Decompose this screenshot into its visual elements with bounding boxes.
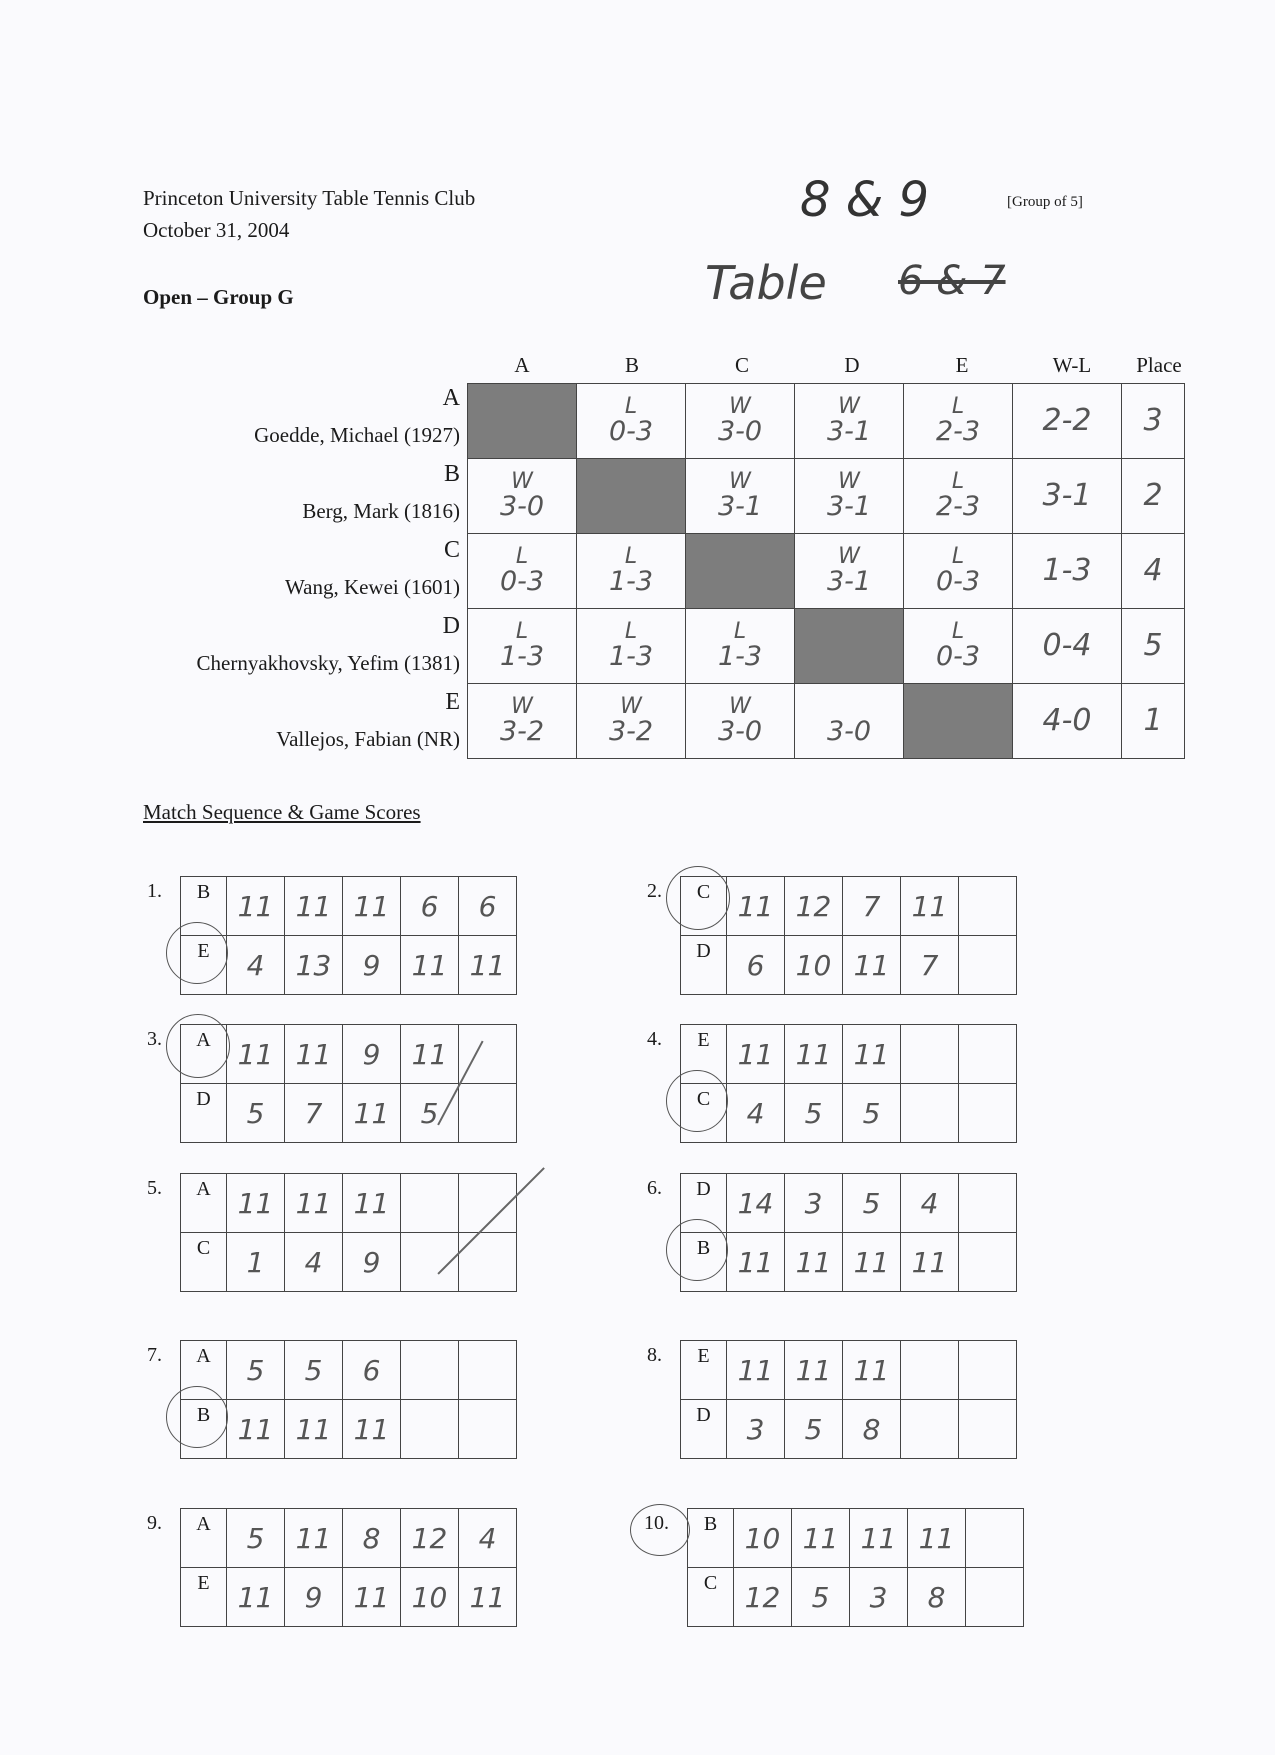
game-score: [401, 1400, 459, 1459]
result-outcome: L: [951, 394, 965, 420]
player-name: Wang, Kewei (1601): [284, 575, 460, 599]
column-header-place: Place: [1136, 353, 1182, 377]
game-score: 11: [727, 877, 785, 936]
place-cell: 2: [1122, 459, 1185, 534]
game-score: [966, 1568, 1024, 1627]
game-score: [401, 1341, 459, 1400]
match-player-top: B: [181, 877, 227, 936]
game-score: 11: [792, 1509, 850, 1568]
game-score: 11: [227, 1400, 285, 1459]
game-score: 14: [727, 1174, 785, 1233]
result-score: 3-1: [826, 491, 872, 523]
column-header-c: C: [734, 353, 749, 377]
row-letter-e: E: [445, 689, 460, 715]
result-outcome: L: [951, 544, 965, 570]
match-player-bottom: B: [181, 1400, 227, 1459]
result-cell: [904, 609, 1013, 684]
game-score: 11: [459, 1568, 517, 1627]
match-score-table: [680, 1340, 1017, 1459]
sequence-title: Match Sequence & Game Scores: [143, 800, 421, 824]
result-score: 3-1: [826, 416, 872, 448]
results-row: [468, 459, 1185, 534]
match-player-bottom: B: [681, 1233, 727, 1292]
match-score-table: [680, 876, 1017, 995]
result-cell: [468, 534, 577, 609]
game-score: 5: [843, 1084, 901, 1143]
match-number: 1.: [147, 880, 162, 902]
game-score: 10: [785, 936, 843, 995]
result-score: 3-0: [499, 491, 545, 523]
result-outcome: L: [624, 619, 638, 645]
game-score: 11: [285, 877, 343, 936]
result-score: 3-0: [826, 716, 872, 748]
self-match-cell: [686, 534, 795, 609]
game-score: 11: [785, 1341, 843, 1400]
match-score-table: [180, 1024, 517, 1143]
win-loss-cell: 3-1: [1013, 459, 1122, 534]
result-score: 3-1: [826, 566, 872, 598]
game-score: 5: [785, 1400, 843, 1459]
result-outcome: L: [624, 394, 638, 420]
game-score: 11: [401, 1025, 459, 1084]
game-score: 11: [343, 1568, 401, 1627]
result-outcome: L: [733, 619, 747, 645]
game-score: 4: [459, 1509, 517, 1568]
game-score: [901, 1400, 959, 1459]
match-player-bottom: C: [681, 1084, 727, 1143]
game-score: 4: [727, 1084, 785, 1143]
result-score: 3-2: [608, 716, 654, 748]
game-score: 6: [401, 877, 459, 936]
match-player-bottom: C: [181, 1233, 227, 1292]
game-score: 11: [785, 1025, 843, 1084]
game-score: 12: [734, 1568, 792, 1627]
game-score: 3: [785, 1174, 843, 1233]
result-outcome: [795, 695, 903, 718]
result-outcome: W: [838, 544, 860, 570]
winner-circle-mark: [666, 1219, 728, 1281]
match-player-bottom: E: [181, 1568, 227, 1627]
match-score-table: [680, 1173, 1017, 1292]
match-player-top: A: [181, 1509, 227, 1568]
match-player-top: A: [181, 1341, 227, 1400]
game-score: 8: [843, 1400, 901, 1459]
match-score-table: [680, 1024, 1017, 1143]
result-cell: [686, 684, 795, 759]
game-score: [959, 936, 1017, 995]
game-score: [401, 1174, 459, 1233]
match-player-bottom: E: [181, 936, 227, 995]
result-outcome: W: [511, 469, 533, 495]
column-header-d: D: [844, 353, 860, 377]
club-name: Princeton University Table Tennis Club: [143, 186, 476, 210]
game-score: 11: [401, 936, 459, 995]
row-letter-a: A: [442, 385, 460, 411]
match-number: 4.: [647, 1028, 662, 1050]
result-cell: [577, 609, 686, 684]
row-letter-b: B: [443, 461, 460, 487]
row-letter-c: C: [443, 537, 460, 563]
game-score: 11: [343, 1084, 401, 1143]
self-match-cell: [904, 684, 1013, 759]
match-player-top: A: [181, 1025, 227, 1084]
game-score: [959, 877, 1017, 936]
game-score: 11: [227, 1025, 285, 1084]
match-score-table: [180, 876, 517, 995]
player-name: Goedde, Michael (1927): [254, 423, 460, 447]
result-score: 3-1: [717, 491, 763, 523]
match-number: 7.: [147, 1344, 162, 1366]
match-score-table: [687, 1508, 1024, 1627]
match-score-table: [180, 1173, 517, 1292]
result-outcome: W: [729, 394, 751, 420]
match-number: 3.: [147, 1028, 162, 1050]
result-cell: [577, 684, 686, 759]
result-score: 0-3: [935, 566, 981, 598]
game-score: 9: [343, 1233, 401, 1292]
match-number: 5.: [147, 1177, 162, 1199]
result-cell: [686, 459, 795, 534]
game-score: 5: [285, 1341, 343, 1400]
game-score: 7: [843, 877, 901, 936]
result-cell: [795, 459, 904, 534]
match-player-top: E: [681, 1341, 727, 1400]
game-score: [459, 1341, 517, 1400]
game-score: [459, 1233, 517, 1292]
results-row: [468, 534, 1185, 609]
win-loss-cell: 1-3: [1013, 534, 1122, 609]
result-cell: [468, 459, 577, 534]
game-score: 6: [459, 877, 517, 936]
game-score: 11: [850, 1509, 908, 1568]
match-player-top: E: [681, 1025, 727, 1084]
result-outcome: L: [515, 619, 529, 645]
game-score: 11: [901, 877, 959, 936]
game-score: 5: [792, 1568, 850, 1627]
game-score: 11: [343, 1174, 401, 1233]
result-outcome: W: [838, 394, 860, 420]
result-outcome: W: [620, 694, 642, 720]
win-loss-cell: 0-4: [1013, 609, 1122, 684]
match-player-top: B: [688, 1509, 734, 1568]
game-score: 5: [785, 1084, 843, 1143]
winner-circle-mark: [166, 922, 228, 984]
game-score: 11: [843, 1233, 901, 1292]
win-loss-cell: 4-0: [1013, 684, 1122, 759]
result-outcome: W: [729, 694, 751, 720]
game-score: 11: [227, 1174, 285, 1233]
match-number: 6.: [647, 1177, 662, 1199]
player-name: Vallejos, Fabian (NR): [276, 727, 460, 751]
winner-circle-mark: [166, 1014, 230, 1078]
game-score: [901, 1025, 959, 1084]
result-cell: [468, 609, 577, 684]
result-score: 0-3: [608, 416, 654, 448]
game-score: 8: [343, 1509, 401, 1568]
self-match-cell: [577, 459, 686, 534]
match-number: 10.: [644, 1512, 669, 1534]
result-outcome: L: [515, 544, 529, 570]
result-outcome: L: [624, 544, 638, 570]
game-score: 11: [901, 1233, 959, 1292]
column-header-w-l: W-L: [1052, 353, 1092, 377]
game-score: 5: [227, 1084, 285, 1143]
place-cell: 4: [1122, 534, 1185, 609]
place-cell: 3: [1122, 384, 1185, 459]
game-score: 4: [901, 1174, 959, 1233]
result-cell: [795, 684, 904, 759]
result-cell: [686, 384, 795, 459]
result-score: 1-3: [608, 641, 654, 673]
result-score: 3-0: [717, 416, 763, 448]
result-outcome: L: [951, 469, 965, 495]
result-score: 0-3: [935, 641, 981, 673]
game-score: 6: [727, 936, 785, 995]
game-score: 4: [285, 1233, 343, 1292]
result-outcome: W: [511, 694, 533, 720]
game-score: [459, 1025, 517, 1084]
game-score: 3: [850, 1568, 908, 1627]
result-cell: [904, 459, 1013, 534]
game-score: 11: [727, 1341, 785, 1400]
game-score: 12: [785, 877, 843, 936]
game-score: 11: [343, 877, 401, 936]
result-cell: [686, 609, 795, 684]
match-score-table: [180, 1340, 517, 1459]
handwritten-table-numbers: 8 & 9: [800, 172, 930, 228]
result-cell: [904, 534, 1013, 609]
game-score: [959, 1233, 1017, 1292]
game-score: 9: [285, 1568, 343, 1627]
result-score: 2-3: [935, 491, 981, 523]
game-score: 11: [285, 1400, 343, 1459]
game-score: 11: [843, 1025, 901, 1084]
result-score: 1-3: [499, 641, 545, 673]
result-cell: [795, 534, 904, 609]
game-score: [959, 1025, 1017, 1084]
game-score: 5: [227, 1341, 285, 1400]
game-score: 9: [343, 1025, 401, 1084]
game-score: 10: [401, 1568, 459, 1627]
match-score-table: [180, 1508, 517, 1627]
game-score: 11: [727, 1025, 785, 1084]
game-score: 5: [227, 1509, 285, 1568]
game-score: 8: [908, 1568, 966, 1627]
place-cell: 5: [1122, 609, 1185, 684]
result-score: 0-3: [499, 566, 545, 598]
game-score: 11: [285, 1174, 343, 1233]
result-cell: [577, 534, 686, 609]
result-outcome: L: [951, 619, 965, 645]
game-score: [966, 1509, 1024, 1568]
game-score: 6: [343, 1341, 401, 1400]
match-player-top: D: [681, 1174, 727, 1233]
game-score: 11: [843, 936, 901, 995]
match-number: 8.: [647, 1344, 662, 1366]
match-player-top: C: [681, 877, 727, 936]
game-score: 1: [227, 1233, 285, 1292]
match-number: 2.: [647, 880, 662, 902]
player-name: Berg, Mark (1816): [302, 499, 460, 523]
winner-circle-mark: [666, 1070, 728, 1132]
result-cell: [904, 384, 1013, 459]
result-outcome: W: [729, 469, 751, 495]
column-header-a: A: [514, 353, 530, 377]
game-score: [959, 1174, 1017, 1233]
winner-circle-mark: [166, 1386, 228, 1448]
results-row: [468, 609, 1185, 684]
winner-circle-mark: [666, 866, 730, 930]
result-score: 1-3: [608, 566, 654, 598]
results-row: [468, 684, 1185, 759]
place-cell: 1: [1122, 684, 1185, 759]
game-score: 13: [285, 936, 343, 995]
result-score: 3-0: [717, 716, 763, 748]
game-score: 12: [401, 1509, 459, 1568]
game-score: 11: [727, 1233, 785, 1292]
column-header-e: E: [955, 353, 969, 377]
game-score: 11: [227, 1568, 285, 1627]
game-score: [901, 1084, 959, 1143]
result-outcome: W: [838, 469, 860, 495]
match-player-bottom: C: [688, 1568, 734, 1627]
self-match-cell: [795, 609, 904, 684]
game-score: 11: [843, 1341, 901, 1400]
match-player-bottom: D: [681, 1400, 727, 1459]
results-grid: [467, 383, 1185, 759]
win-loss-cell: 2-2: [1013, 384, 1122, 459]
game-score: 7: [901, 936, 959, 995]
game-score: 4: [227, 936, 285, 995]
game-score: 11: [785, 1233, 843, 1292]
result-score: 2-3: [935, 416, 981, 448]
group-size-note: [Group of 5]: [1007, 194, 1083, 210]
column-header-b: B: [624, 353, 639, 377]
match-player-top: A: [181, 1174, 227, 1233]
game-score: [459, 1084, 517, 1143]
game-score: 9: [343, 936, 401, 995]
results-row: [468, 384, 1185, 459]
result-cell: [468, 684, 577, 759]
game-score: 11: [227, 877, 285, 936]
game-score: 3: [727, 1400, 785, 1459]
game-score: [959, 1400, 1017, 1459]
game-score: 7: [285, 1084, 343, 1143]
handwritten-struck-tables: 6 & 7: [898, 258, 1006, 304]
game-score: 11: [285, 1025, 343, 1084]
match-player-bottom: D: [181, 1084, 227, 1143]
game-score: [959, 1084, 1017, 1143]
game-score: 5: [401, 1084, 459, 1143]
player-name: Chernyakhovsky, Yefim (1381): [196, 651, 460, 675]
winner-circle-mark: [630, 1504, 690, 1556]
game-score: 11: [343, 1400, 401, 1459]
game-score: [959, 1341, 1017, 1400]
result-score: 3-2: [499, 716, 545, 748]
row-letter-d: D: [442, 613, 460, 639]
game-score: 5: [843, 1174, 901, 1233]
game-score: 11: [459, 936, 517, 995]
result-score: 1-3: [717, 641, 763, 673]
game-score: 10: [734, 1509, 792, 1568]
game-score: [459, 1400, 517, 1459]
game-score: [901, 1341, 959, 1400]
game-score: 11: [285, 1509, 343, 1568]
result-cell: [577, 384, 686, 459]
match-number: 9.: [147, 1512, 162, 1534]
result-cell: [795, 384, 904, 459]
game-score: 11: [908, 1509, 966, 1568]
group-title: Open – Group G: [143, 285, 294, 309]
self-match-cell: [468, 384, 577, 459]
match-player-bottom: D: [681, 936, 727, 995]
handwritten-table-word: Table: [705, 256, 827, 310]
event-date: October 31, 2004: [143, 218, 290, 242]
